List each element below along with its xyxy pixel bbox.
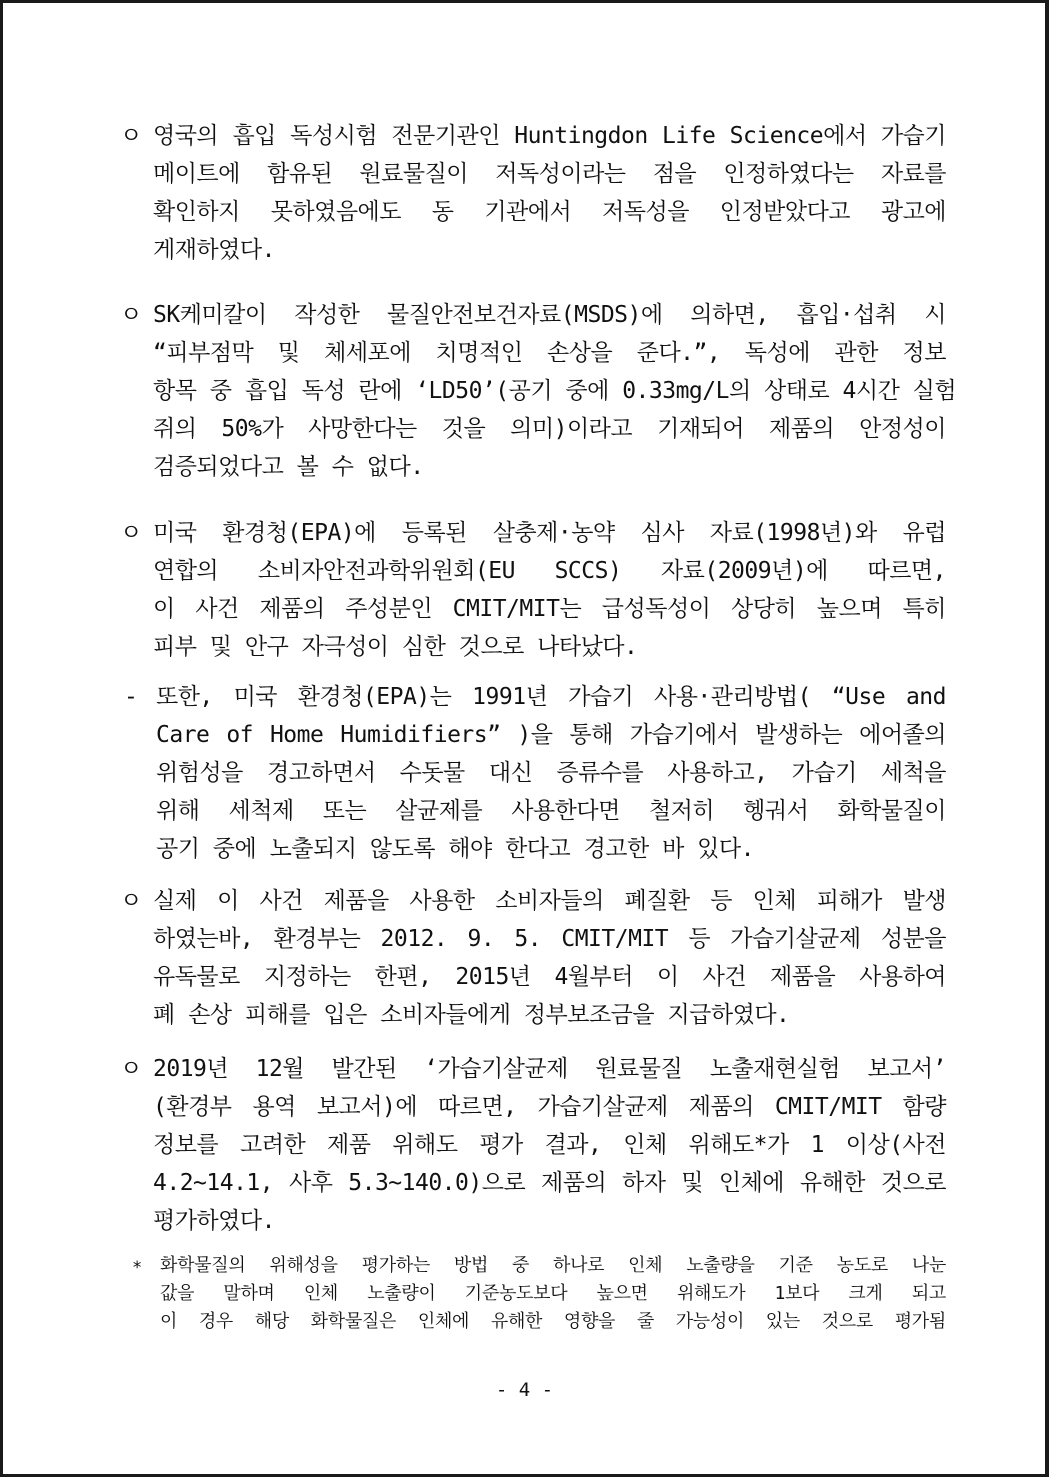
paragraph-line: 연합의 소비자안전과학위원회(EU SCCS) 자료(2009년)에 따르면, <box>153 558 946 584</box>
paragraph-line: 미국 환경청(EPA)에 등록된 살충제·농약 심사 자료(1998년)와 유럽 <box>153 520 946 546</box>
bullet-marker: ㅇ <box>120 1056 143 1082</box>
page-number: - 4 - <box>495 1379 554 1401</box>
paragraph-line: 4.2~14.1, 사후 5.3~140.0)으로 제품의 하자 및 인체에 유해한 것으로 <box>153 1170 946 1196</box>
dash-marker: - <box>124 684 138 710</box>
paragraph-line: 쥐의 50%가 사망한다는 것을 의미)이라고 기재되어 제품의 안정성이 <box>153 416 946 442</box>
footnote-marker: * <box>132 1258 143 1278</box>
paragraph-line: 하였는바, 환경부는 2012. 9. 5. CMIT/MIT 등 가습기살균제 성분을 <box>153 926 946 952</box>
bullet-marker: ㅇ <box>120 520 143 546</box>
paragraph-line: 평가하였다. <box>153 1208 275 1234</box>
paragraph-line: 피부 및 안구 자극성이 심한 것으로 나타났다. <box>153 634 638 660</box>
paragraph-line: 게재하였다. <box>153 237 275 263</box>
footnote-line: 값을 말하며 인체 노출량이 기준농도보다 높으면 위해도가 1보다 크게 되고 <box>160 1283 946 1304</box>
paragraph-line: 2019년 12월 발간된 ‘가습기살균제 원료물질 노출재현실험 보고서’ <box>153 1056 946 1082</box>
paragraph-line: 확인하지 못하였음에도 동 기관에서 저독성을 인정받았다고 광고에 <box>153 199 946 225</box>
paragraph-line: 위험성을 경고하면서 수돗물 대신 증류수를 사용하고, 가습기 세척을 <box>156 760 946 786</box>
paragraph-line: Care of Home Humidifiers” )을 통해 가습기에서 발생하는 에어졸의 <box>156 722 946 748</box>
paragraph-line: 메이트에 함유된 원료물질이 저독성이라는 점을 인정하였다는 자료를 <box>153 161 946 187</box>
paragraph-line: 검증되었다고 볼 수 없다. <box>153 454 424 480</box>
paragraph-line: 항목 중 흡입 독성 란에 ‘LD50’(공기 중에 0.33mg/L의 상태로 4시간 실험 <box>153 378 957 404</box>
bullet-marker: ㅇ <box>120 123 143 149</box>
paragraph-line: 이 사건 제품의 주성분인 CMIT/MIT는 급성독성이 상당히 높으며 특히 <box>153 596 946 622</box>
paragraph-line: 위해 세척제 또는 살균제를 사용한다면 철저히 헹궈서 화학물질이 <box>156 798 946 824</box>
paragraph-line: 정보를 고려한 제품 위해도 평가 결과, 인체 위해도*가 1 이상(사전 <box>153 1132 946 1158</box>
footnote-line: 화학물질의 위해성을 평가하는 방법 중 하나로 인체 노출량을 기준 농도로 나눈 <box>160 1255 946 1276</box>
paragraph-line: “피부점막 및 체세포에 치명적인 손상을 준다.”, 독성에 관한 정보 <box>153 340 946 366</box>
paragraph-line: 유독물로 지정하는 한편, 2015년 4월부터 이 사건 제품을 사용하여 <box>153 964 946 990</box>
paragraph-line: 영국의 흡입 독성시험 전문기관인 Huntingdon Life Science에서 가습기 <box>153 123 946 149</box>
bullet-marker: ㅇ <box>120 302 143 328</box>
footnote-line: 이 경우 해당 화학물질은 인체에 유해한 영향을 줄 가능성이 있는 것으로 평가됨 <box>160 1311 946 1332</box>
paragraph-line: 실제 이 사건 제품을 사용한 소비자들의 폐질환 등 인체 피해가 발생 <box>153 888 946 914</box>
paragraph-line: 폐 손상 피해를 입은 소비자들에게 정부보조금을 지급하였다. <box>153 1002 790 1028</box>
paragraph-line: 공기 중에 노출되지 않도록 해야 한다고 경고한 바 있다. <box>156 836 754 862</box>
paragraph-line: SK케미칼이 작성한 물질안전보건자료(MSDS)에 의하면, 흡입·섭취 시 <box>153 302 946 328</box>
bullet-marker: ㅇ <box>120 888 143 914</box>
paragraph-line: 또한, 미국 환경청(EPA)는 1991년 가습기 사용·관리방법( “Use and <box>156 684 946 710</box>
paragraph-line: (환경부 용역 보고서)에 따르면, 가습기살균제 제품의 CMIT/MIT 함량 <box>153 1094 946 1120</box>
